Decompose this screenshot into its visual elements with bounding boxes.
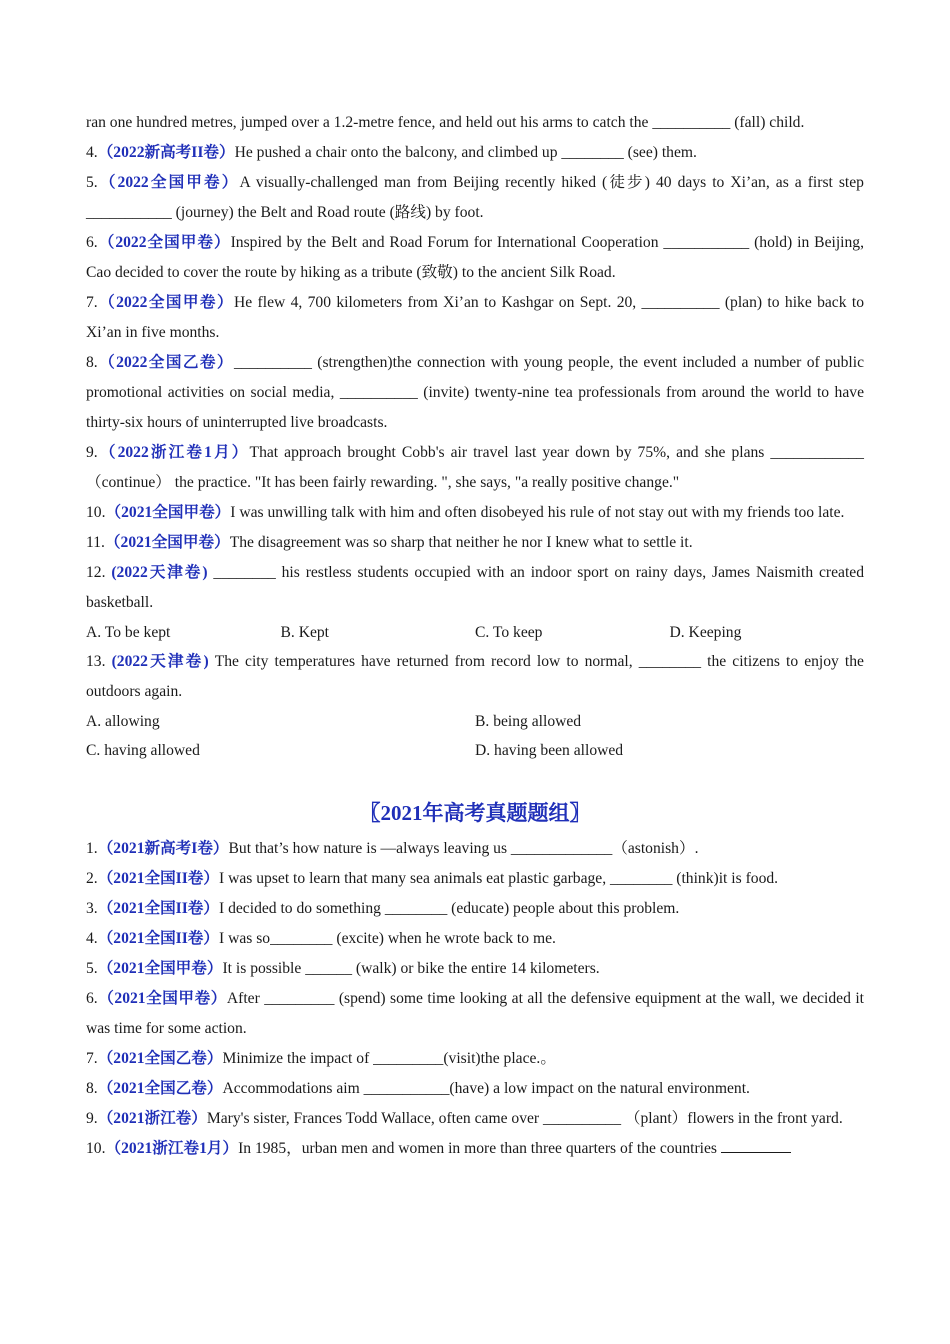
q2021-1 [86,834,864,864]
question-3-continuation: ran one hundred metres, jumped over a 1.2-metre fence, and held out his arms to catch the __________ (fall) child. [86,114,805,131]
question-number: 8. [86,1080,98,1097]
q2021-9 [86,1104,864,1134]
question-11 [86,528,864,558]
question-number: 8. [86,354,98,371]
source-tag: （2021浙江卷） [97,1110,207,1127]
question-6 [86,228,864,288]
question-5 [86,168,864,228]
answer-blank [721,1137,791,1153]
question-13 [86,647,864,707]
question-number: 3. [86,900,98,917]
source-tag: （2021全国II卷） [97,900,219,917]
q2021-4 [86,924,864,954]
question-text: ________ his restless students occupied with an indoor sport on rainy days, James Naismith created basketball. [86,564,864,611]
question-text: I decided to do something ________ (educate) people about this problem. [219,900,680,917]
question-text: I was upset to learn that many sea animals eat plastic garbage, ________ (think)it is food. [219,870,779,887]
question-text: After _________ (spend) some time looking at all the defensive equipment at the wall, we decided it was time for some action. [86,990,864,1037]
question-10 [86,498,864,528]
option-d: D. having been allowed [475,742,624,759]
source-tag: （2021全国甲卷） [105,504,231,521]
question-text: That approach brought Cobb's air travel last year down by 75%, and she plans ____________（continue） the practice. "It has been fairly rewarding. ", she says, "a really positive change." [86,444,864,491]
question-13-options-row-1 [86,707,864,736]
question-number: 6. [86,234,98,251]
question-number: 10. [86,1140,106,1157]
option-c: C. having allowed [86,742,200,759]
q2021-7 [86,1044,864,1074]
question-number: 10. [86,504,106,521]
option-b: B. being allowed [475,713,582,730]
question-text: The city temperatures have returned from record low to normal, ________ the citizens to enjoy the outdoors again. [86,653,864,700]
source-tag: （2021浙江卷1月） [105,1140,239,1157]
source-tag: （2021全国乙卷） [97,1080,223,1097]
question-text: The disagreement was so sharp that neither he nor I knew what to settle it. [229,534,693,551]
section-heading-2021: 〖2021年高考真题题组〗 [359,801,591,825]
question-number: 2. [86,870,98,887]
option-b: B. Kept [280,624,330,641]
option-c: C. To keep [475,624,543,641]
question-number: 5. [86,960,98,977]
question-text: I was unwilling talk with him and often disobeyed his rule of not stay out with my friends too late. [230,504,845,521]
question-12-options [86,618,864,647]
source-tag: (2022天津卷) [111,653,209,670]
question-text: __________ (strengthen)the connection with young people, the event included a number of public promotional activities on social media, __________ (invite) twenty-nine tea professionals from around the world to have thirty-six hours of uninterrupted live broadcasts. [86,354,864,431]
question-number: 1. [86,840,98,857]
question-number: 11. [86,534,105,551]
source-tag: （2022全国甲卷） [97,234,231,251]
option-d: D. Keeping [669,624,742,641]
question-12 [86,558,864,618]
q2021-2 [86,864,864,894]
question-text: He flew 4, 700 kilometers from Xi’an to Kashgar on Sept. 20, __________ (plan) to hike back to Xi’an in five months. [86,294,864,341]
source-tag: （2022全国乙卷） [97,354,234,371]
question-text: In 1985，urban men and women in more than three quarters of the countries [238,1140,717,1157]
option-a: A. allowing [86,713,160,730]
question-number: 9. [86,444,98,461]
q2021-10 [86,1134,864,1164]
question-text: Mary's sister, Frances Todd Wallace, often came over __________ （plant）flowers in the front yard. [206,1110,843,1127]
source-tag: （2022新高考II卷） [97,144,235,161]
question-9 [86,438,864,498]
question-number: 5. [86,174,98,191]
question-number: 6. [86,990,98,1007]
question-text: Minimize the impact of _________(visit)the place.。 [222,1050,556,1067]
question-number: 13. [86,653,106,670]
question-text: But that’s how nature is —always leaving us _____________（astonish）. [228,840,699,857]
question-text: It is possible ______ (walk) or bike the entire 14 kilometers. [222,960,600,977]
source-tag: （2021全国II卷） [97,930,219,947]
question-number: 4. [86,930,98,947]
source-tag: （2022全国甲卷） [97,174,240,191]
question-7 [86,288,864,348]
question-number: 7. [86,294,98,311]
question-text: A visually-challenged man from Beijing recently hiked (徒步) 40 days to Xi’an, as a first step ___________ (journey) the Belt and Road route (路线) by foot. [86,174,864,221]
question-number: 12. [86,564,106,581]
question-number: 9. [86,1110,98,1127]
q2021-6 [86,984,864,1044]
q2021-8 [86,1074,864,1104]
source-tag: （2022全国甲卷） [97,294,235,311]
question-text: He pushed a chair onto the balcony, and climbed up ________ (see) them. [234,144,697,161]
source-tag: （2021全国甲卷） [104,534,230,551]
question-number: 4. [86,144,98,161]
question-text: Inspired by the Belt and Road Forum for International Cooperation ___________ (hold) in Beijing, Cao decided to cover the route by hiking as a tribute (致敬) to the ancient Silk Road. [86,234,864,281]
question-text: Accommodations aim ___________(have) a low impact on the natural environment. [222,1080,750,1097]
option-a: A. To be kept [86,624,171,641]
question-13-options-row-2 [86,736,864,765]
document-page [86,108,864,1164]
q2021-3 [86,894,864,924]
source-tag: （2022浙江卷1月） [97,444,250,461]
question-text: I was so________ (excite) when he wrote back to me. [219,930,556,947]
question-4 [86,138,864,168]
source-tag: （2021新高考I卷） [97,840,229,857]
source-tag: （2021全国乙卷） [97,1050,223,1067]
source-tag: （2021全国甲卷） [97,960,223,977]
q2021-5 [86,954,864,984]
question-8 [86,348,864,438]
question-number: 7. [86,1050,98,1067]
source-tag: （2021全国甲卷） [97,990,227,1007]
source-tag: (2022天津卷) [111,564,208,581]
source-tag: （2021全国II卷） [97,870,219,887]
